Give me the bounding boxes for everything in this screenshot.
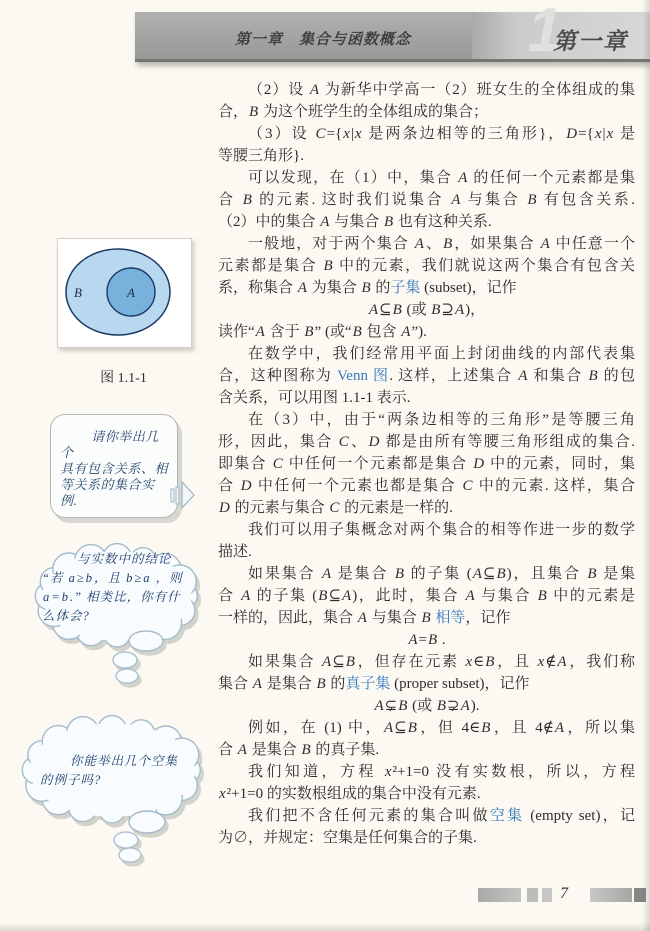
- thought-line: 与实数中的结论: [77, 552, 172, 566]
- text-run: 描述.: [218, 544, 252, 560]
- text-run: (proper subset)，记作: [390, 676, 530, 692]
- chapter-badge: 第一章: [553, 28, 628, 54]
- chapter-header-bar: [135, 0, 650, 65]
- text-run: 例如，在 (1) 中，A⊆B，但 4∈B，且 4∉A，所以集: [248, 720, 635, 736]
- thought-cloud: [25, 718, 210, 868]
- venn-inner-label: A: [127, 285, 135, 300]
- text-run: 在数学中，我们经常用平面上封闭曲线的内部代表集: [248, 346, 635, 362]
- thought-tail-bubble: [116, 669, 138, 683]
- chapter-header-title: 第一章 集合与函数概念: [235, 31, 412, 48]
- text-line: [218, 585, 635, 607]
- text-line: [218, 101, 635, 123]
- key-term: 真子集: [345, 676, 391, 692]
- speech-bubble-text: [60, 429, 170, 509]
- venn-figure-box: [57, 238, 192, 348]
- text-line: [218, 167, 635, 189]
- thought-line: 的例子吗?: [40, 773, 102, 787]
- text-line: [218, 365, 635, 387]
- text-run: . 这样，上述集合 A 和集合 B 的包: [389, 368, 635, 384]
- text-line: [218, 321, 635, 343]
- text-line: [218, 431, 635, 453]
- key-term: 相等: [435, 610, 466, 626]
- thought-line: 么体会?: [42, 609, 90, 623]
- key-term: Venn 图: [337, 368, 390, 384]
- text-run: 一样的，因此，集合 A 与集合 B: [218, 610, 431, 626]
- text-line: [218, 453, 635, 475]
- footer-decoration-block: [590, 888, 632, 902]
- text-line: [218, 343, 635, 365]
- thought-tail-bubble: [113, 652, 137, 668]
- text-run: 合 B 的元素. 这时我们说集合 A 与集合 B 有包含关系.: [218, 192, 635, 208]
- speech-line: 等关系的集合实: [60, 477, 155, 492]
- text-run: （3）设 C={x|x 是两条边相等的三角形}，D={x|x 是: [248, 126, 635, 142]
- text-line: [218, 387, 635, 409]
- speech-line: 具有包含关系、相: [60, 461, 169, 476]
- text-run: 我们可以用子集概念对两个集合的相等作进一步的数学: [248, 522, 635, 538]
- text-run: ，记作: [465, 610, 511, 626]
- text-line: [218, 409, 635, 431]
- thought-line: “若 a≥b，且 b≥a ，则: [42, 571, 183, 585]
- speech-bubble: [50, 414, 178, 518]
- text-line: [218, 607, 635, 629]
- footer-decoration-block: [478, 888, 521, 902]
- text-line: [218, 211, 635, 233]
- text-line: [218, 629, 635, 651]
- speech-line: 请你举出几个: [60, 429, 159, 460]
- text-run: (subset)，记作: [420, 280, 517, 296]
- text-line: [218, 541, 635, 563]
- text-run: 形，因此，集合 C、D 都是由所有等腰三角形组成的集合.: [218, 434, 635, 450]
- text-line: [218, 827, 635, 849]
- text-run: A⊆B (或 B⊇A)，: [368, 302, 486, 318]
- arrow-right-icon: [170, 478, 196, 512]
- scan-edge-shadow: [642, 0, 650, 931]
- text-line: [218, 739, 635, 761]
- text-run: 我们知道，方程 x²+1=0 没有实数根，所以，方程: [248, 764, 635, 780]
- text-line: [218, 255, 635, 277]
- text-run: （2）中的集合 A 与集合 B 也有这种关系.: [218, 214, 492, 230]
- page-number: 7: [560, 885, 568, 902]
- figure-caption: 图 1.1-1: [100, 371, 147, 386]
- text-line: [218, 277, 635, 299]
- chapter-number-watermark: 1: [527, 0, 562, 65]
- text-line: [218, 695, 635, 717]
- main-text: [218, 79, 635, 849]
- text-line: [218, 805, 635, 827]
- text-run: 如果集合 A 是集合 B 的子集 (A⊆B)，且集合 B 是集: [248, 566, 635, 582]
- text-line: [218, 233, 635, 255]
- thought-tail-bubble: [114, 832, 138, 848]
- text-line: [218, 79, 635, 101]
- text-run: 集合 A 是集合 B 的: [218, 676, 346, 692]
- text-run: A=B .: [408, 632, 446, 648]
- text-run: 合 D 中任何一个元素也都是集合 C 中的元素. 这样，集合: [218, 478, 635, 494]
- text-line: [218, 123, 635, 145]
- text-run: (empty set)，记: [524, 808, 635, 824]
- text-line: [218, 145, 635, 167]
- text-run: 在（3）中，由于“两条边相等的三角形”是等腰三角: [248, 412, 635, 428]
- text-line: [218, 475, 635, 497]
- text-run: 可以发现，在（1）中，集合 A 的任何一个元素都是集: [248, 170, 635, 186]
- text-run: 即集合 C 中任何一个元素都是集合 D 中的元素，同时，集: [218, 456, 635, 472]
- text-run: 合，B 为这个班学生的全体组成的集合；: [218, 104, 488, 120]
- venn-diagram: [58, 239, 191, 347]
- text-line: [218, 651, 635, 673]
- thought-line: a=b.” 相类比，你有什: [43, 590, 181, 604]
- text-run: D 的元素与集合 C 的元素是一样的.: [219, 500, 453, 516]
- thought-cloud-text: [42, 550, 194, 626]
- text-run: 合 A 的子集 (B⊆A)，此时，集合 A 与集合 B 中的元素是: [218, 588, 635, 604]
- text-run: 合 A 是集合 B 的真子集.: [218, 742, 380, 758]
- text-line: [218, 299, 635, 321]
- text-line: [218, 563, 635, 585]
- chapter-header-right-panel: [472, 0, 650, 65]
- venn-outer-label: B: [74, 285, 82, 300]
- text-line: [218, 519, 635, 541]
- thought-tail-bubble: [129, 631, 163, 651]
- text-run: 为∅，并规定：空集是任何集合的子集.: [218, 830, 477, 846]
- text-run: A⊊B (或 B⊋A).: [374, 698, 480, 714]
- thought-cloud-text: [40, 752, 198, 790]
- text-line: [218, 761, 635, 783]
- text-line: [218, 783, 635, 805]
- text-run: 读作“A 含于 B” (或“B 包含 A”).: [218, 324, 427, 340]
- thought-tail-bubble: [129, 811, 165, 833]
- text-run: 含关系，可以用图 1.1-1 表示.: [218, 390, 411, 406]
- text-run: 系，称集合 A 为集合 B 的: [218, 280, 391, 296]
- thought-tail-bubble: [119, 848, 141, 862]
- text-run: 元素都是集合 B 中的元素，我们就说这两个集合有包含关: [218, 258, 635, 274]
- text-run: 一般地，对于两个集合 A、B，如果集合 A 中任意一个: [248, 236, 635, 252]
- text-line: [218, 673, 635, 695]
- text-run: 我们把不含任何元素的集合叫做: [248, 808, 490, 824]
- key-term: 空集: [489, 808, 525, 824]
- text-line: [218, 189, 635, 211]
- speech-line: 例.: [60, 493, 78, 508]
- scan-edge-shadow: [0, 922, 650, 931]
- text-run: 等腰三角形}.: [218, 148, 304, 164]
- thought-line: 你能举出几个空集: [70, 754, 179, 768]
- text-line: [218, 717, 635, 739]
- text-run: 如果集合 A⊆B，但存在元素 x∈B，且 x∉A，我们称: [248, 654, 635, 670]
- text-run: （2）设 A 为新华中学高一（2）班女生的全体组成的集: [248, 82, 635, 98]
- footer-decoration-block: [542, 888, 552, 902]
- text-line: [218, 497, 635, 519]
- text-run: 合，这种图称为: [218, 368, 338, 384]
- footer-decoration-block: [527, 888, 538, 902]
- key-term: 子集: [390, 280, 421, 296]
- text-run: x²+1=0 的实数根组成的集合中没有元素.: [219, 786, 481, 802]
